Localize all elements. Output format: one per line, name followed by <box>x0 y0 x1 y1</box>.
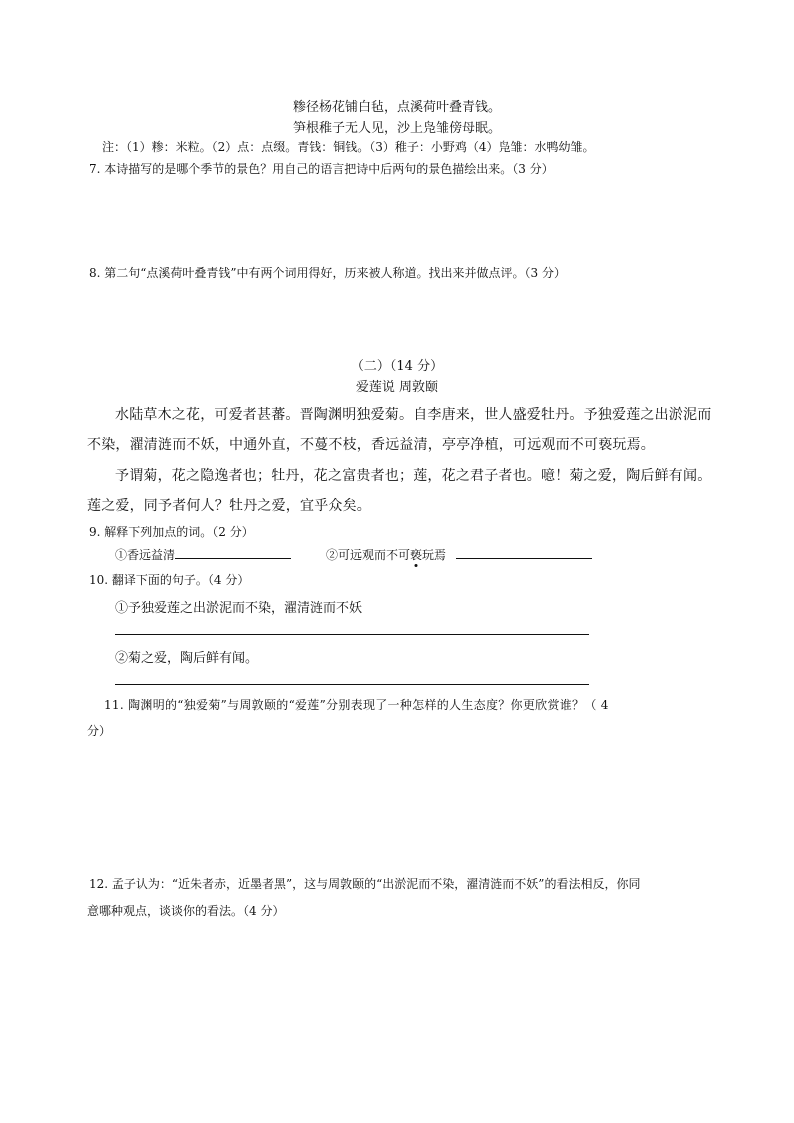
question-11-line2: 分） <box>87 724 112 738</box>
section-heading: （二）（14 分） <box>350 359 444 374</box>
question-9-item-2 <box>326 546 592 563</box>
question-11-line1: 11. 陶渊明的“独爱菊”与周敦颐的“爱莲”分别表现了一种怎样的人生态度？你更欣赏谁？（ 4 <box>104 698 609 712</box>
q9-item1-text: ①香远益清 <box>115 548 176 562</box>
question-10-item-2: ②菊之爱，陶后鲜有闻。 <box>115 651 259 666</box>
passage-p1-line2: 不染，濯清涟而不妖，中通外直，不蔓不枝，香远益清，亭亭净植，可远观而不可亵玩焉。 <box>87 437 655 453</box>
answer-line[interactable] <box>115 634 589 635</box>
question-12-line2: 意哪种观点，谈谈你的看法。（4 分） <box>87 904 285 918</box>
answer-line[interactable] <box>115 684 589 685</box>
q9-item2-pre: ②可远观而不可 <box>326 548 411 562</box>
q9-item2-post: 玩焉 <box>422 548 447 562</box>
question-9-item-1 <box>115 546 291 563</box>
answer-blank[interactable] <box>175 546 291 559</box>
passage-p1-line1: 水陆草木之花，可爱者甚蕃。晋陶渊明独爱菊。自李唐来，世人盛爱牡丹。予独爱莲之出淤泥而 <box>115 407 712 423</box>
question-7: 7. 本诗描写的是哪个季节的景色？用自己的语言把诗中后两句的景色描绘出来。（3 分） <box>89 162 554 176</box>
dotted-word: 亵 <box>410 548 423 562</box>
question-10-item-1: ①予独爱莲之出淤泥而不染，濯清涟而不妖 <box>115 601 363 616</box>
passage-p2-line2: 莲之爱，同予者何人？牡丹之爱，宜乎众矣。 <box>87 498 371 514</box>
poem-line-1: 糁径杨花铺白毡，点溪荷叶叠青钱。 <box>292 100 501 115</box>
poem-line-2: 笋根稚子无人见，沙上凫雏傍母眠。 <box>292 121 501 136</box>
poem-note: 注：（1）糁：米粒。（2）点：点缀。青钱：铜钱。（3）稚子：小野鸡（4）凫雏：水鸭幼雏。 <box>102 140 595 154</box>
passage-title: 爱莲说 周敦颐 <box>355 380 439 395</box>
question-12-line1: 12. 孟子认为：“近朱者赤，近墨者黑”，这与周敦颐的“出淤泥而不染，濯清涟而不妖”的看法相反，你同 <box>89 877 641 891</box>
question-10: 10. 翻译下面的句子。（4 分） <box>89 573 250 587</box>
passage-p2-line1: 予谓菊，花之隐逸者也；牡丹，花之富贵者也；莲，花之君子者也。噫！菊之爱，陶后鲜有闻。 <box>115 468 712 484</box>
answer-blank[interactable] <box>456 546 592 559</box>
question-8: 8. 第二句“点溪荷叶叠青钱”中有两个词用得好，历来被人称道。找出来并做点评。（3 分） <box>89 266 566 280</box>
question-9: 9. 解释下列加点的词。（2 分） <box>89 525 254 539</box>
